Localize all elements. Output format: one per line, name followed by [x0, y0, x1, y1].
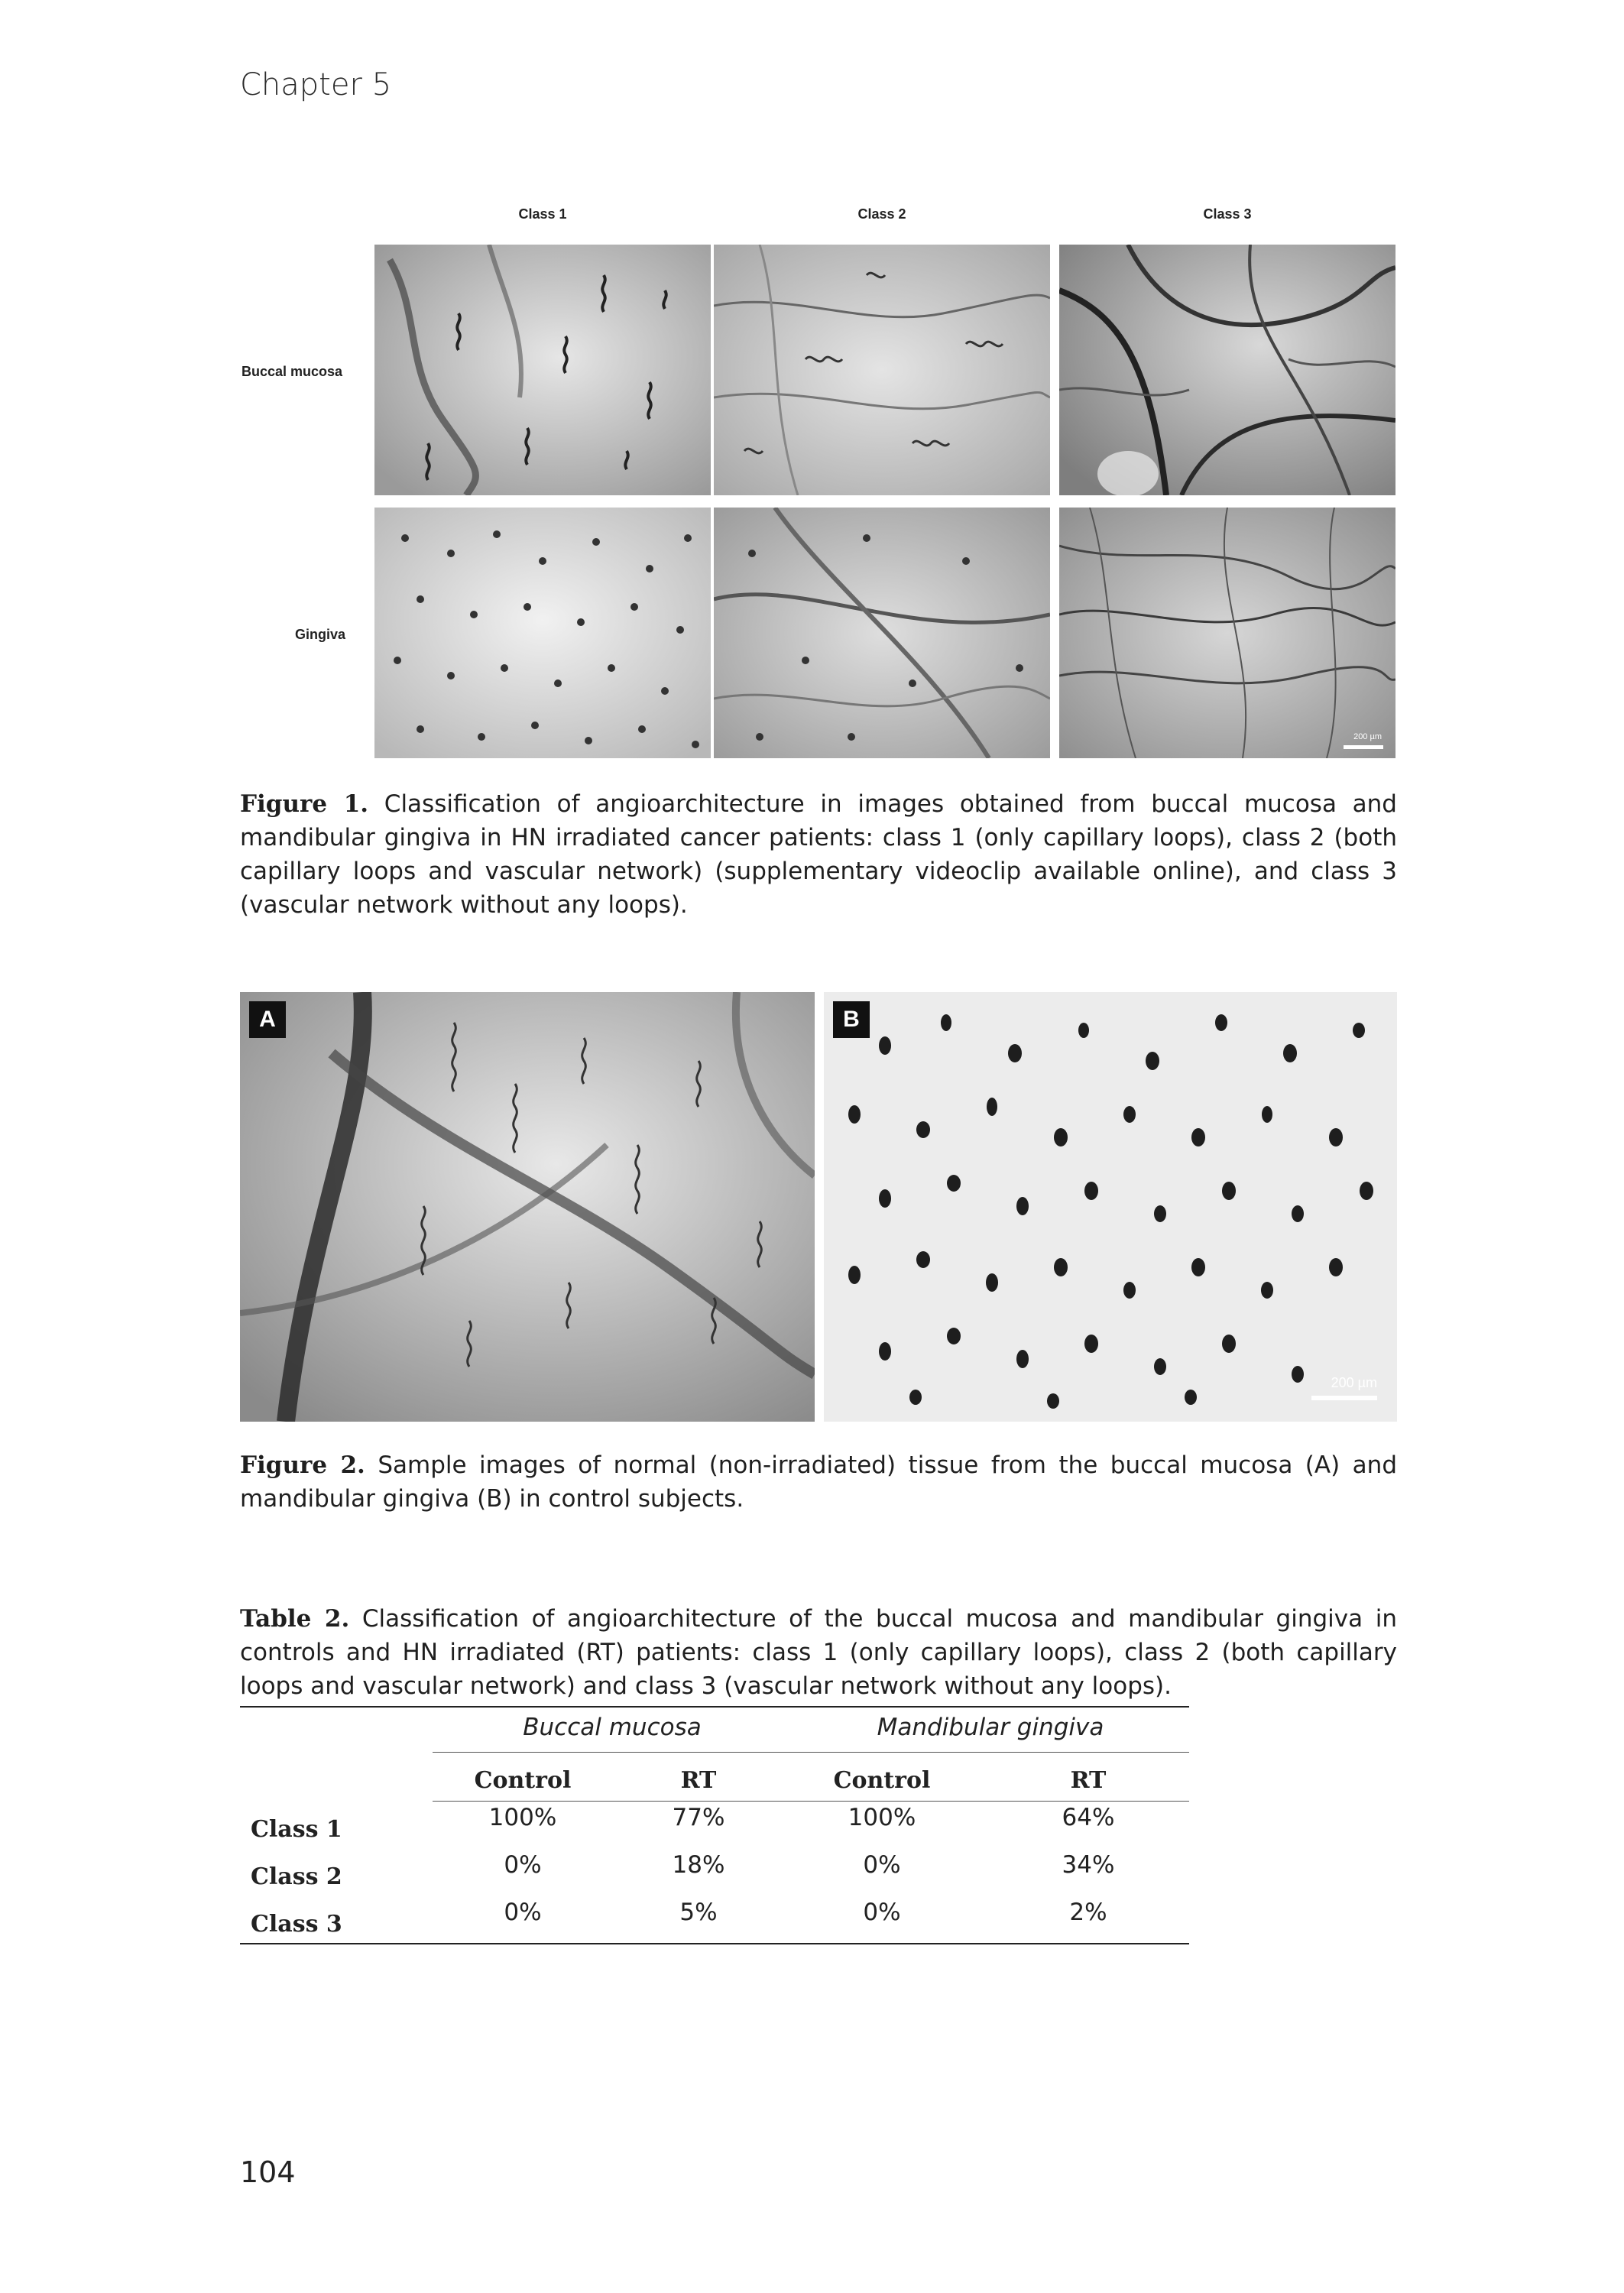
figure2-caption-text: Sample images of normal (non-irradiated) tissue from the buccal mucosa (A) and mandibular gingiva (B) in control subjects. [240, 1451, 1397, 1513]
table-rule-group [433, 1752, 1189, 1753]
figure1-column-label: Class 2 [857, 206, 906, 222]
micrograph-gingiva-class3 [1059, 508, 1395, 758]
table-subheader: RT [1070, 1767, 1107, 1794]
table-row-label: Class 2 [251, 1863, 342, 1890]
table-row-label: Class 1 [251, 1816, 342, 1843]
table-cell: 64% [1062, 1804, 1115, 1831]
scale-bar-label: 200 µm [1353, 732, 1382, 741]
panel-label-b: B [833, 1001, 870, 1038]
table-cell: 0% [504, 1899, 542, 1926]
table-cell: 77% [672, 1804, 725, 1831]
scale-bar-label: 200 µm [1331, 1375, 1377, 1390]
table-cell: 100% [848, 1804, 916, 1831]
figure2-caption [240, 1448, 1397, 1516]
micrograph-buccal-class2 [714, 245, 1050, 495]
micrograph-gingiva-class1 [374, 508, 711, 758]
table-subheader: Control [833, 1767, 931, 1794]
scale-bar [1344, 745, 1383, 749]
table2-caption [240, 1602, 1397, 1703]
table-subheader: Control [474, 1767, 572, 1794]
table-row-label: Class 3 [251, 1911, 342, 1938]
table2-caption-text: Classification of angioarchitecture of the buccal mucosa and mandibular gingiva in controls and HN irradiated (RT) patients: class 1 (only capillary loops), class 2 (both capillary loops and vascular network) and class 3 (vascular network without any loops). [240, 1605, 1397, 1700]
table-cell: 0% [863, 1899, 901, 1926]
figure1-row-label: Gingiva [295, 627, 346, 642]
figure1-caption [240, 787, 1397, 922]
table-rule-top [240, 1706, 1189, 1708]
figure1-caption-text: Classification of angioarchitecture in images obtained from buccal mucosa and mandibular gingiva in HN irradiated cancer patients: class 1 (only capillary loops), class 2 (both capillary loops and vascular network) (supplementary videoclip available online), and class 3 (vascular network without any loops). [240, 790, 1397, 919]
table-cell: 100% [488, 1804, 557, 1831]
table2-caption-label: Table 2. [240, 1605, 350, 1633]
scale-bar [1311, 1396, 1377, 1400]
table-subheader: RT [680, 1767, 717, 1794]
table-cell: 18% [672, 1851, 725, 1879]
table-cell: 0% [504, 1851, 542, 1879]
table-rule-subheader [433, 1801, 1189, 1802]
figure1-caption-label: Figure 1. [240, 790, 369, 818]
figure1-column-label: Class 3 [1203, 206, 1252, 222]
micrograph-control-buccal-mucosa [240, 992, 815, 1422]
figure1-column-label: Class 1 [518, 206, 567, 222]
chapter-header: Chapter 5 [240, 67, 392, 102]
table-group-header: Buccal mucosa [523, 1714, 702, 1741]
table-cell: 34% [1062, 1851, 1115, 1879]
table-group-header: Mandibular gingiva [877, 1714, 1104, 1741]
micrograph-control-gingiva [824, 992, 1397, 1422]
table-rule-bottom [240, 1943, 1189, 1944]
table-cell: 2% [1069, 1899, 1107, 1926]
micrograph-buccal-class3 [1059, 245, 1395, 495]
figure2-caption-label: Figure 2. [240, 1451, 365, 1479]
figure1-row-label: Buccal mucosa [241, 364, 343, 379]
micrograph-gingiva-class2 [714, 508, 1050, 758]
table-cell: 5% [679, 1899, 718, 1926]
panel-label-a: A [249, 1001, 286, 1038]
table-cell: 0% [863, 1851, 901, 1879]
page-number: 104 [240, 2155, 296, 2189]
micrograph-buccal-class1 [374, 245, 711, 495]
